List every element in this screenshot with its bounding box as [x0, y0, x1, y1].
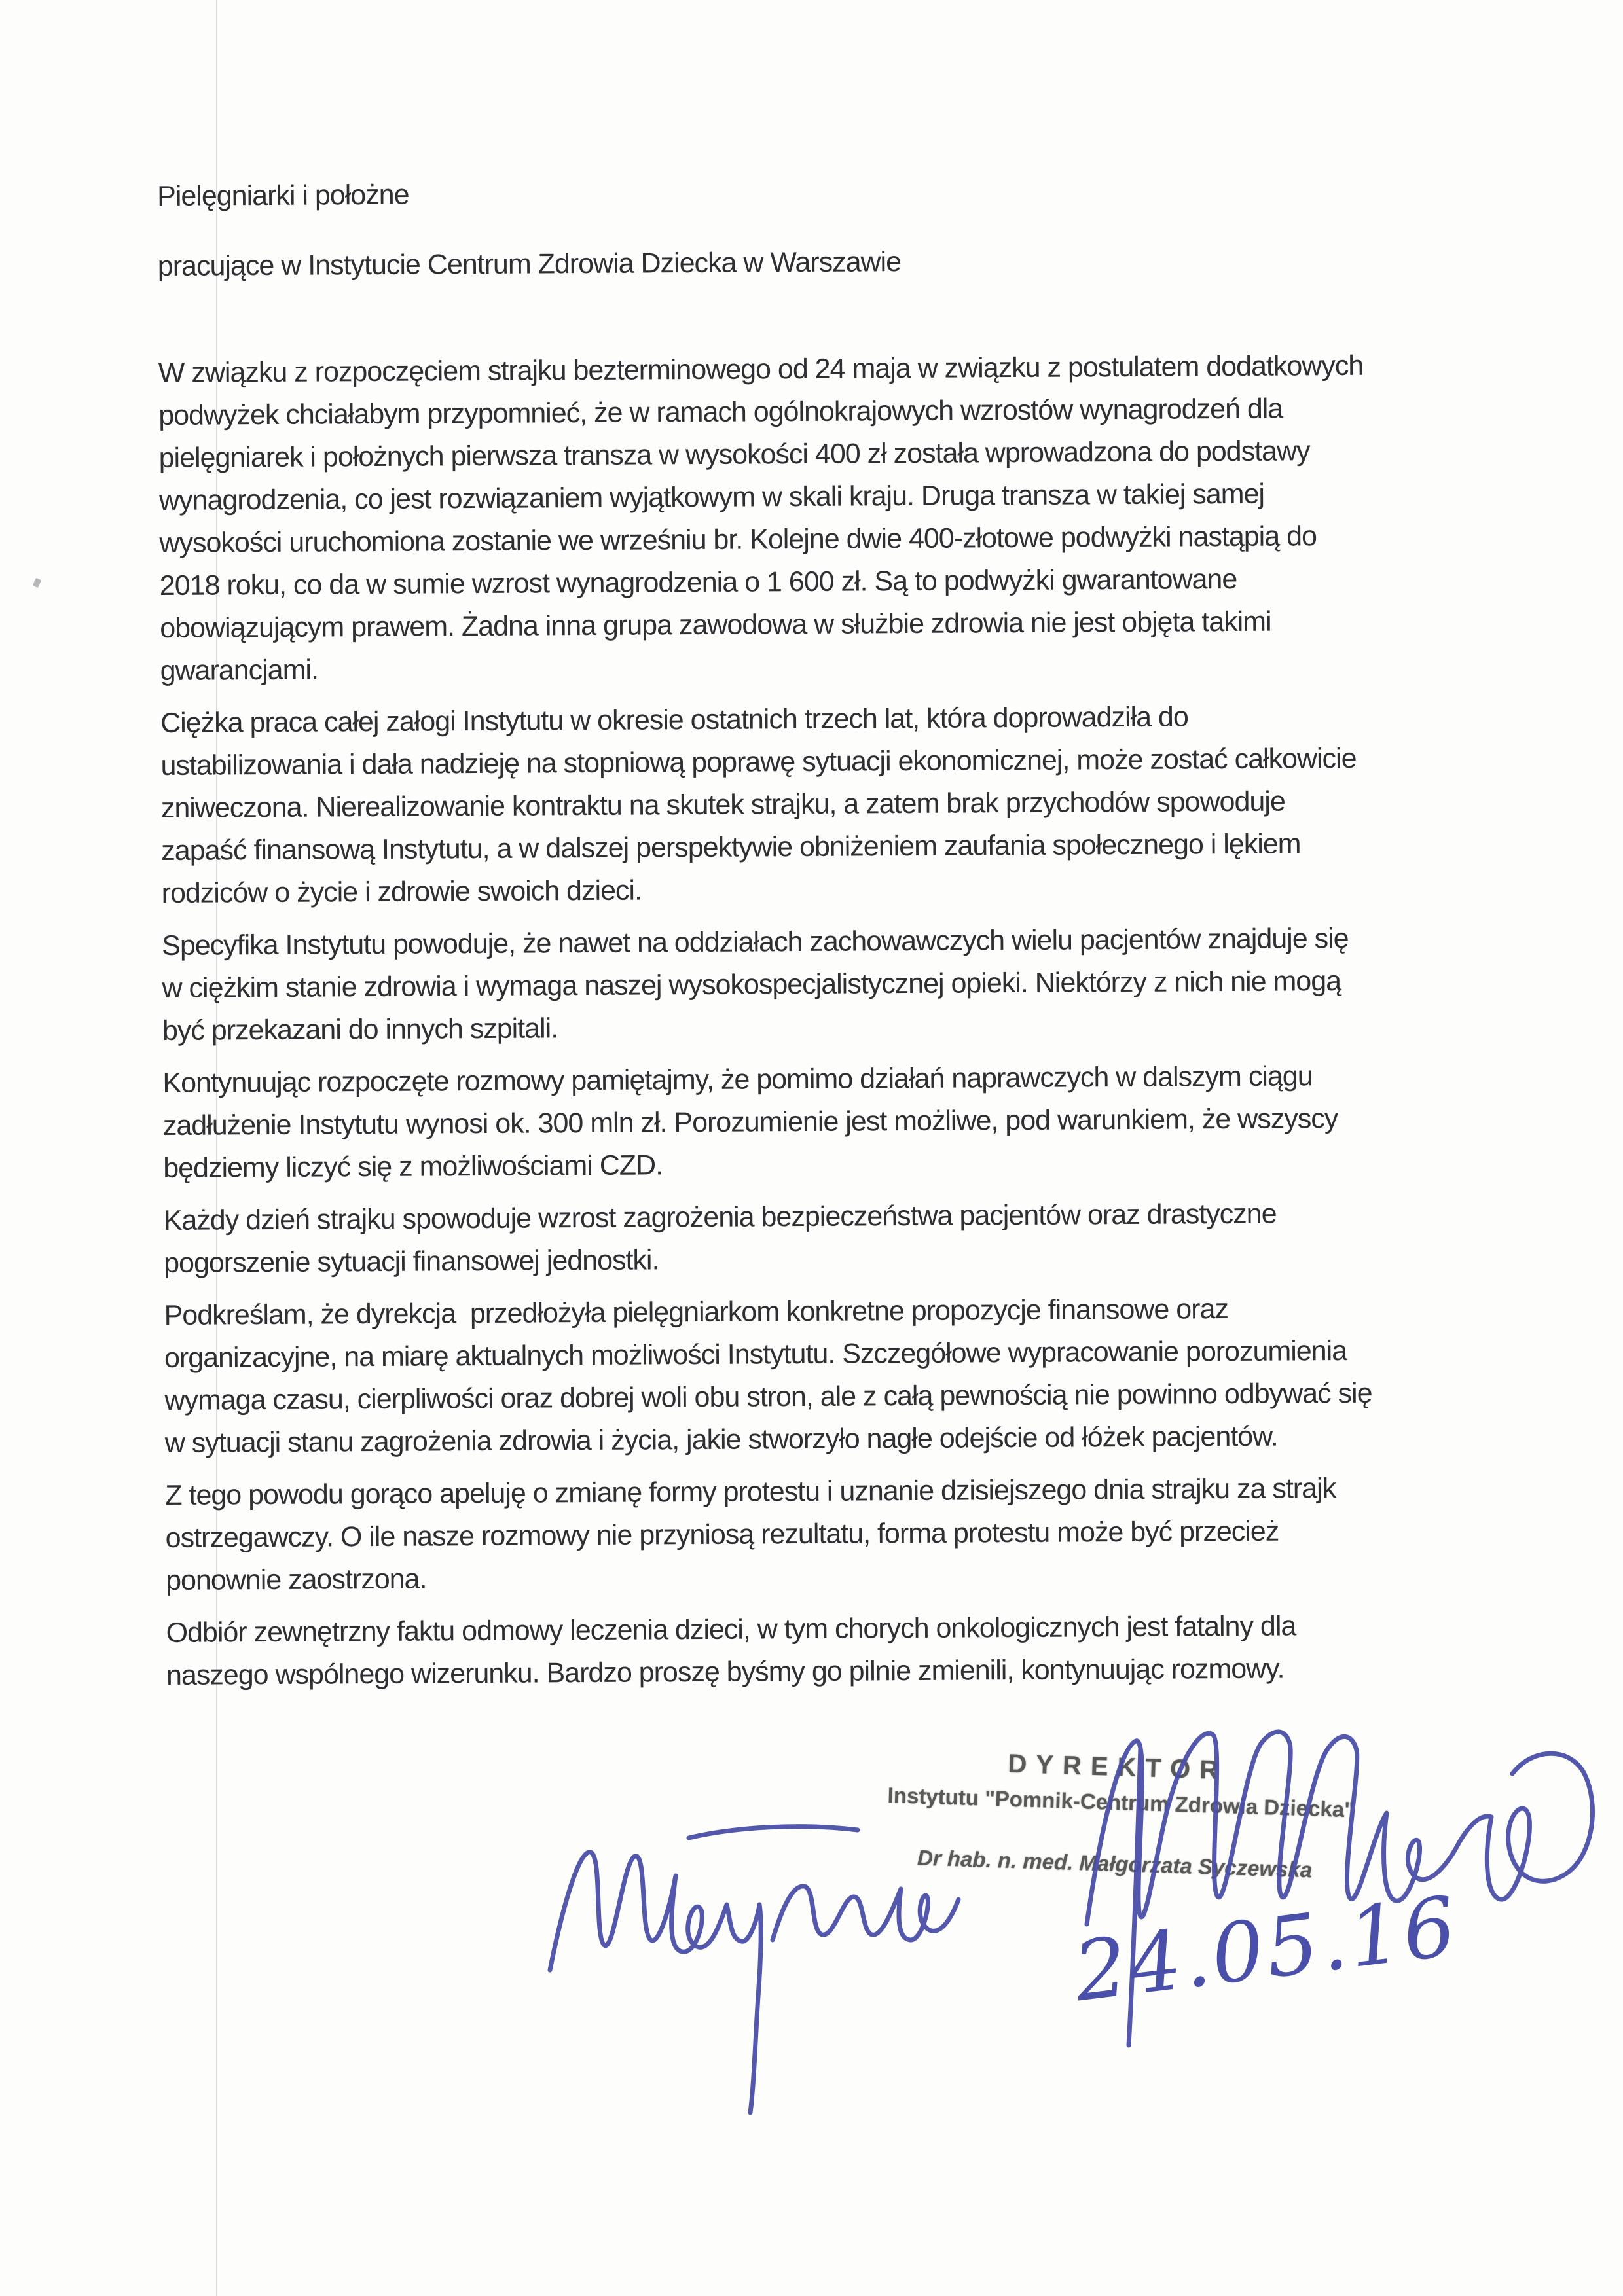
handwritten-date: 24.05.16 [1069, 1878, 1464, 2020]
text-line: Ciężka praca całej załogi Instytutu w okresie ostatnich trzech lat, która doprowadziła do [160, 701, 1188, 739]
signature-stroke [550, 1827, 958, 2113]
text-line: zniweczona. Nierealizowanie kontraktu na skutek strajku, a zatem brak przychodów spowoduje [160, 785, 1285, 824]
text-line: w ciężkim stanie zdrowia i wymaga naszej wysokospecjalistycznej opieki. Niektórzy z nich nie mogą [162, 965, 1341, 1004]
text-line: wynagrodzenia, co jest rozwiązaniem wyjątkowym w skali kraju. Druga transza w takiej samej [158, 478, 1265, 516]
text-line: gwarancjami. [160, 654, 319, 687]
text-line: Kontynuując rozpoczęte rozmowy pamiętajmy, że pomimo działań naprawczych w dalszym ciągu [162, 1060, 1313, 1099]
text-line: w sytuacji stanu zagrożenia zdrowia i życia, jakie stworzyło nagłe odejście od łóżek pacjentów. [164, 1420, 1278, 1459]
paragraph [162, 917, 1446, 1052]
letter-body [157, 168, 1450, 1707]
text-line: wysokości uruchomiona zostanie we wrześniu br. Kolejne dwie 400-złotowe podwyżki nastąpią do [159, 520, 1317, 559]
text-line: zadłużenie Instytutu wynosi ok. 300 mln zł. Porozumienie jest możliwe, pod warunkiem, że wszyscy [162, 1103, 1338, 1141]
text-line: pogorszenie sytuacji finansowej jednostki. [164, 1244, 659, 1279]
text-line: Podkreślam, że dyrekcja przedłożyła pielęgniarkom konkretne propozycje finansowe oraz [164, 1293, 1229, 1331]
paragraph [162, 1054, 1446, 1190]
text-line: pielęgniarek i położnych pierwsza transza w wysokości 400 zł została wprowadzona do podstawy [158, 435, 1310, 474]
text-line: podwyżek chciałabym przypomnieć, że w ramach ogólnokrajowych wzrostów wynagrodzeń dla [158, 393, 1283, 431]
text-line: obowiązującym prawem. Żadna inna grupa zawodowa w służbie zdrowia nie jest objęta takimi [160, 605, 1271, 644]
text-line: ostrzegawczy. O ile nasze rozmowy nie przyniosą rezultatu, forma protestu może być przecież [165, 1515, 1279, 1554]
stamp-title: DYREKTOR [1007, 1749, 1228, 1785]
paragraph [164, 1287, 1448, 1465]
recipient-line: Pielęgniarki i położne [157, 179, 409, 212]
text-line: zapaść finansową Instytutu, a w dalszej perspektywie obniżeniem zaufania społecznego i lękiem [161, 828, 1301, 867]
text-line: W związku z rozpoczęciem strajku bezterminowego od 24 maja w związku z postulatem dodatkowych [158, 350, 1364, 389]
paragraphs-container [158, 344, 1450, 1697]
paragraph [164, 1192, 1448, 1285]
text-line: Z tego powodu gorąco apeluję o zmianę formy protestu i uznanie dzisiejszego dnia strajku za strajk [165, 1473, 1336, 1511]
text-line: Odbiór zewnętrzny faktu odmowy leczenia dzieci, w tym chorych onkologicznych jest fatalny dla [166, 1610, 1296, 1649]
stamp-institution: Instytutu "Pomnik-Centrum Zdrowia Dziecka" [887, 1783, 1355, 1822]
text-line: ustabilizowania i dała nadzieję na stopniową poprawę sytuacji ekonomicznej, może zostać całkowicie [160, 742, 1357, 781]
text-line: Specyfika Instytutu powoduje, że nawet na oddziałach zachowawczych wielu pacjentów znajduje się [162, 922, 1349, 961]
recipient-line: pracujące w Instytucie Centrum Zdrowia Dziecka w Warszawie [157, 246, 902, 282]
text-line: 2018 roku, co da w sumie wzrost wynagrodzenia o 1 600 zł. Są to podwyżki gwarantowane [159, 563, 1237, 601]
scan-speck [33, 578, 42, 588]
stamp-signatory: Dr hab. n. med. Małgorzata Syczewska [917, 1845, 1313, 1882]
paragraph [160, 694, 1445, 915]
text-line: rodziców o życie i zdrowie swoich dzieci. [161, 874, 642, 909]
text-line: ponownie zaostrzona. [165, 1563, 427, 1596]
text-line: wymaga czasu, cierpliwości oraz dobrej woli obu stron, ale z całą pewnością nie powinno odbywać się [164, 1377, 1372, 1416]
text-line: będziemy liczyć się z możliwościami CZD. [163, 1149, 663, 1184]
text-line: naszego wspólnego wizerunku. Bardzo proszę byśmy go pilnie zmienili, kontynuując rozmowy. [166, 1653, 1285, 1691]
text-line: być przekazani do innych szpitali. [162, 1013, 558, 1047]
text-line: Każdy dzień strajku spowoduje wzrost zagrożenia bezpieczeństwa pacjentów oraz drastyczne [163, 1198, 1277, 1236]
paragraph [158, 344, 1444, 692]
text-line: organizacyjne, na miarę aktualnych możliwości Instytutu. Szczegółowe wypracowanie porozumienia [164, 1335, 1347, 1374]
paragraph [165, 1467, 1449, 1602]
paragraph [166, 1604, 1450, 1697]
